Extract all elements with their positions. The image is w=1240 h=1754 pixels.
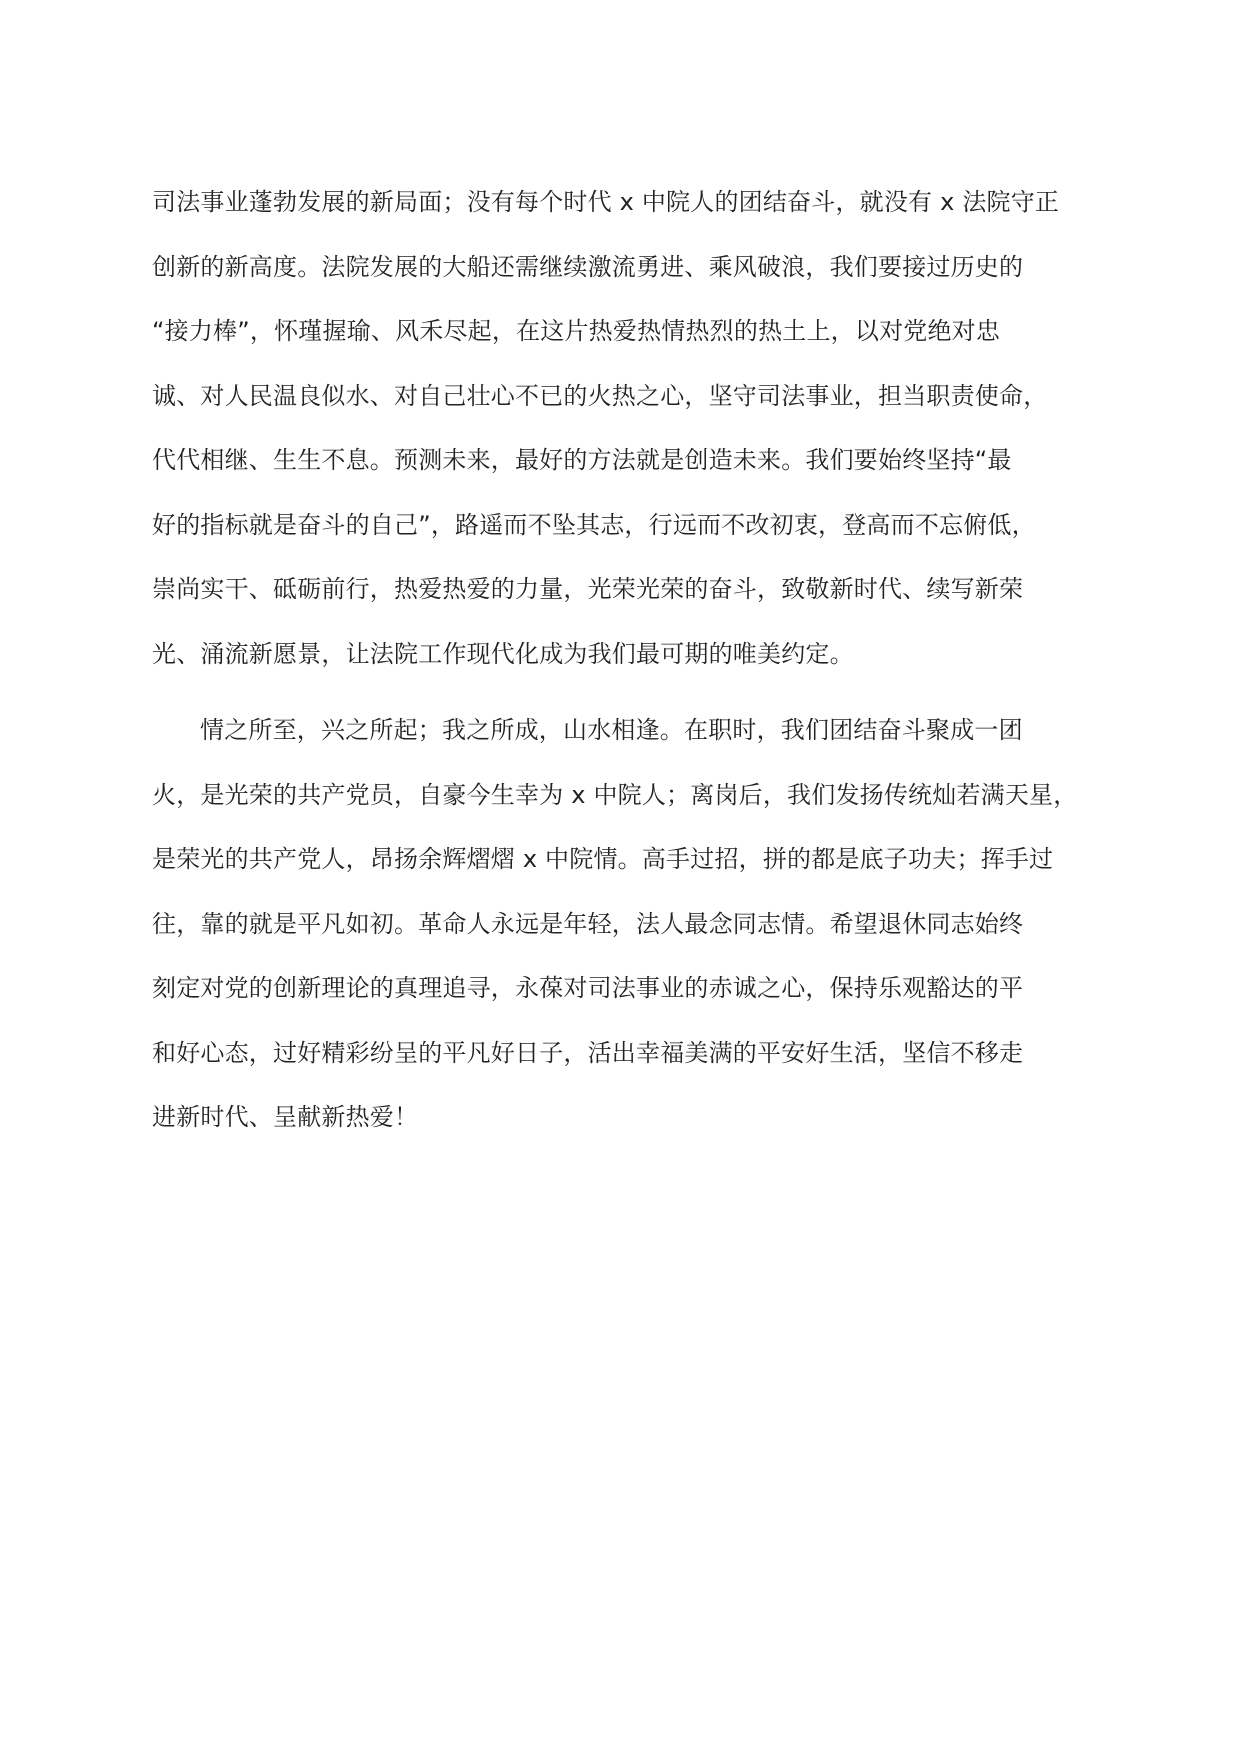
paragraph-line: 和好心态，过好精彩纷呈的平凡好日子，活出幸福美满的平安好生活，坚信不移走 bbox=[152, 1038, 1024, 1067]
paragraph-line: 刻定对党的创新理论的真理追寻，永葆对司法事业的赤诚之心，保持乐观豁达的平 bbox=[152, 974, 1024, 1002]
paragraph-line-text: 情之所至，兴之所起；我之所成，山水相逢。在职时，我们团结奋斗聚成一团 bbox=[200, 716, 1023, 744]
paragraph-line bbox=[152, 718, 1092, 783]
paragraph-line: 光、涌流新愿景，让法院工作现代化成为我们最可期的唯美约定。 bbox=[152, 639, 854, 668]
paragraph-line: 往，靠的就是平凡如初。革命人永远是年轻，法人最念同志情。希望退休同志始终 bbox=[152, 909, 1024, 938]
paragraph-1 bbox=[152, 190, 1092, 706]
paragraph-line: 火，是光荣的共产党员，自豪今生幸为 x 中院人；离岗后，我们发扬传统灿若满天星， bbox=[152, 780, 1078, 809]
document-body bbox=[152, 190, 1092, 1170]
paragraph-line: 司法事业蓬勃发展的新局面；没有每个时代 x 中院人的团结奋斗，就没有 x 法院守正 bbox=[152, 188, 1060, 216]
paragraph-line: 代代相继、生生不息。预测未来，最好的方法就是创造未来。我们要始终坚持“最 bbox=[152, 446, 1012, 474]
paragraph-line: “接力棒”，怀瑾握瑜、风禾尽起，在这片热爱热情热烈的热土上，以对党绝对忠 bbox=[152, 317, 1001, 345]
paragraph-line: 创新的新高度。法院发展的大船还需继续激流勇进、乘风破浪，我们要接过历史的 bbox=[152, 252, 1024, 281]
paragraph-line: 好的指标就是奋斗的自己”，路遥而不坠其志，行远而不改初衷，登高而不忘俯低， bbox=[152, 510, 1036, 539]
paragraph-line: 崇尚实干、砥砺前行，热爱热爱的力量，光荣光荣的奋斗，致敬新时代、续写新荣 bbox=[152, 575, 1024, 603]
paragraph-2 bbox=[152, 718, 1092, 1170]
paragraph-line: 是荣光的共产党人，昂扬余辉熠熠 x 中院情。高手过招，拼的都是底子功夫；挥手过 bbox=[152, 845, 1054, 873]
paragraph-line: 进新时代、呈献新热爱！ bbox=[152, 1103, 419, 1131]
paragraph-line: 诚、对人民温良似水、对自己壮心不已的火热之心，坚守司法事业，担当职责使命， bbox=[152, 381, 1048, 410]
